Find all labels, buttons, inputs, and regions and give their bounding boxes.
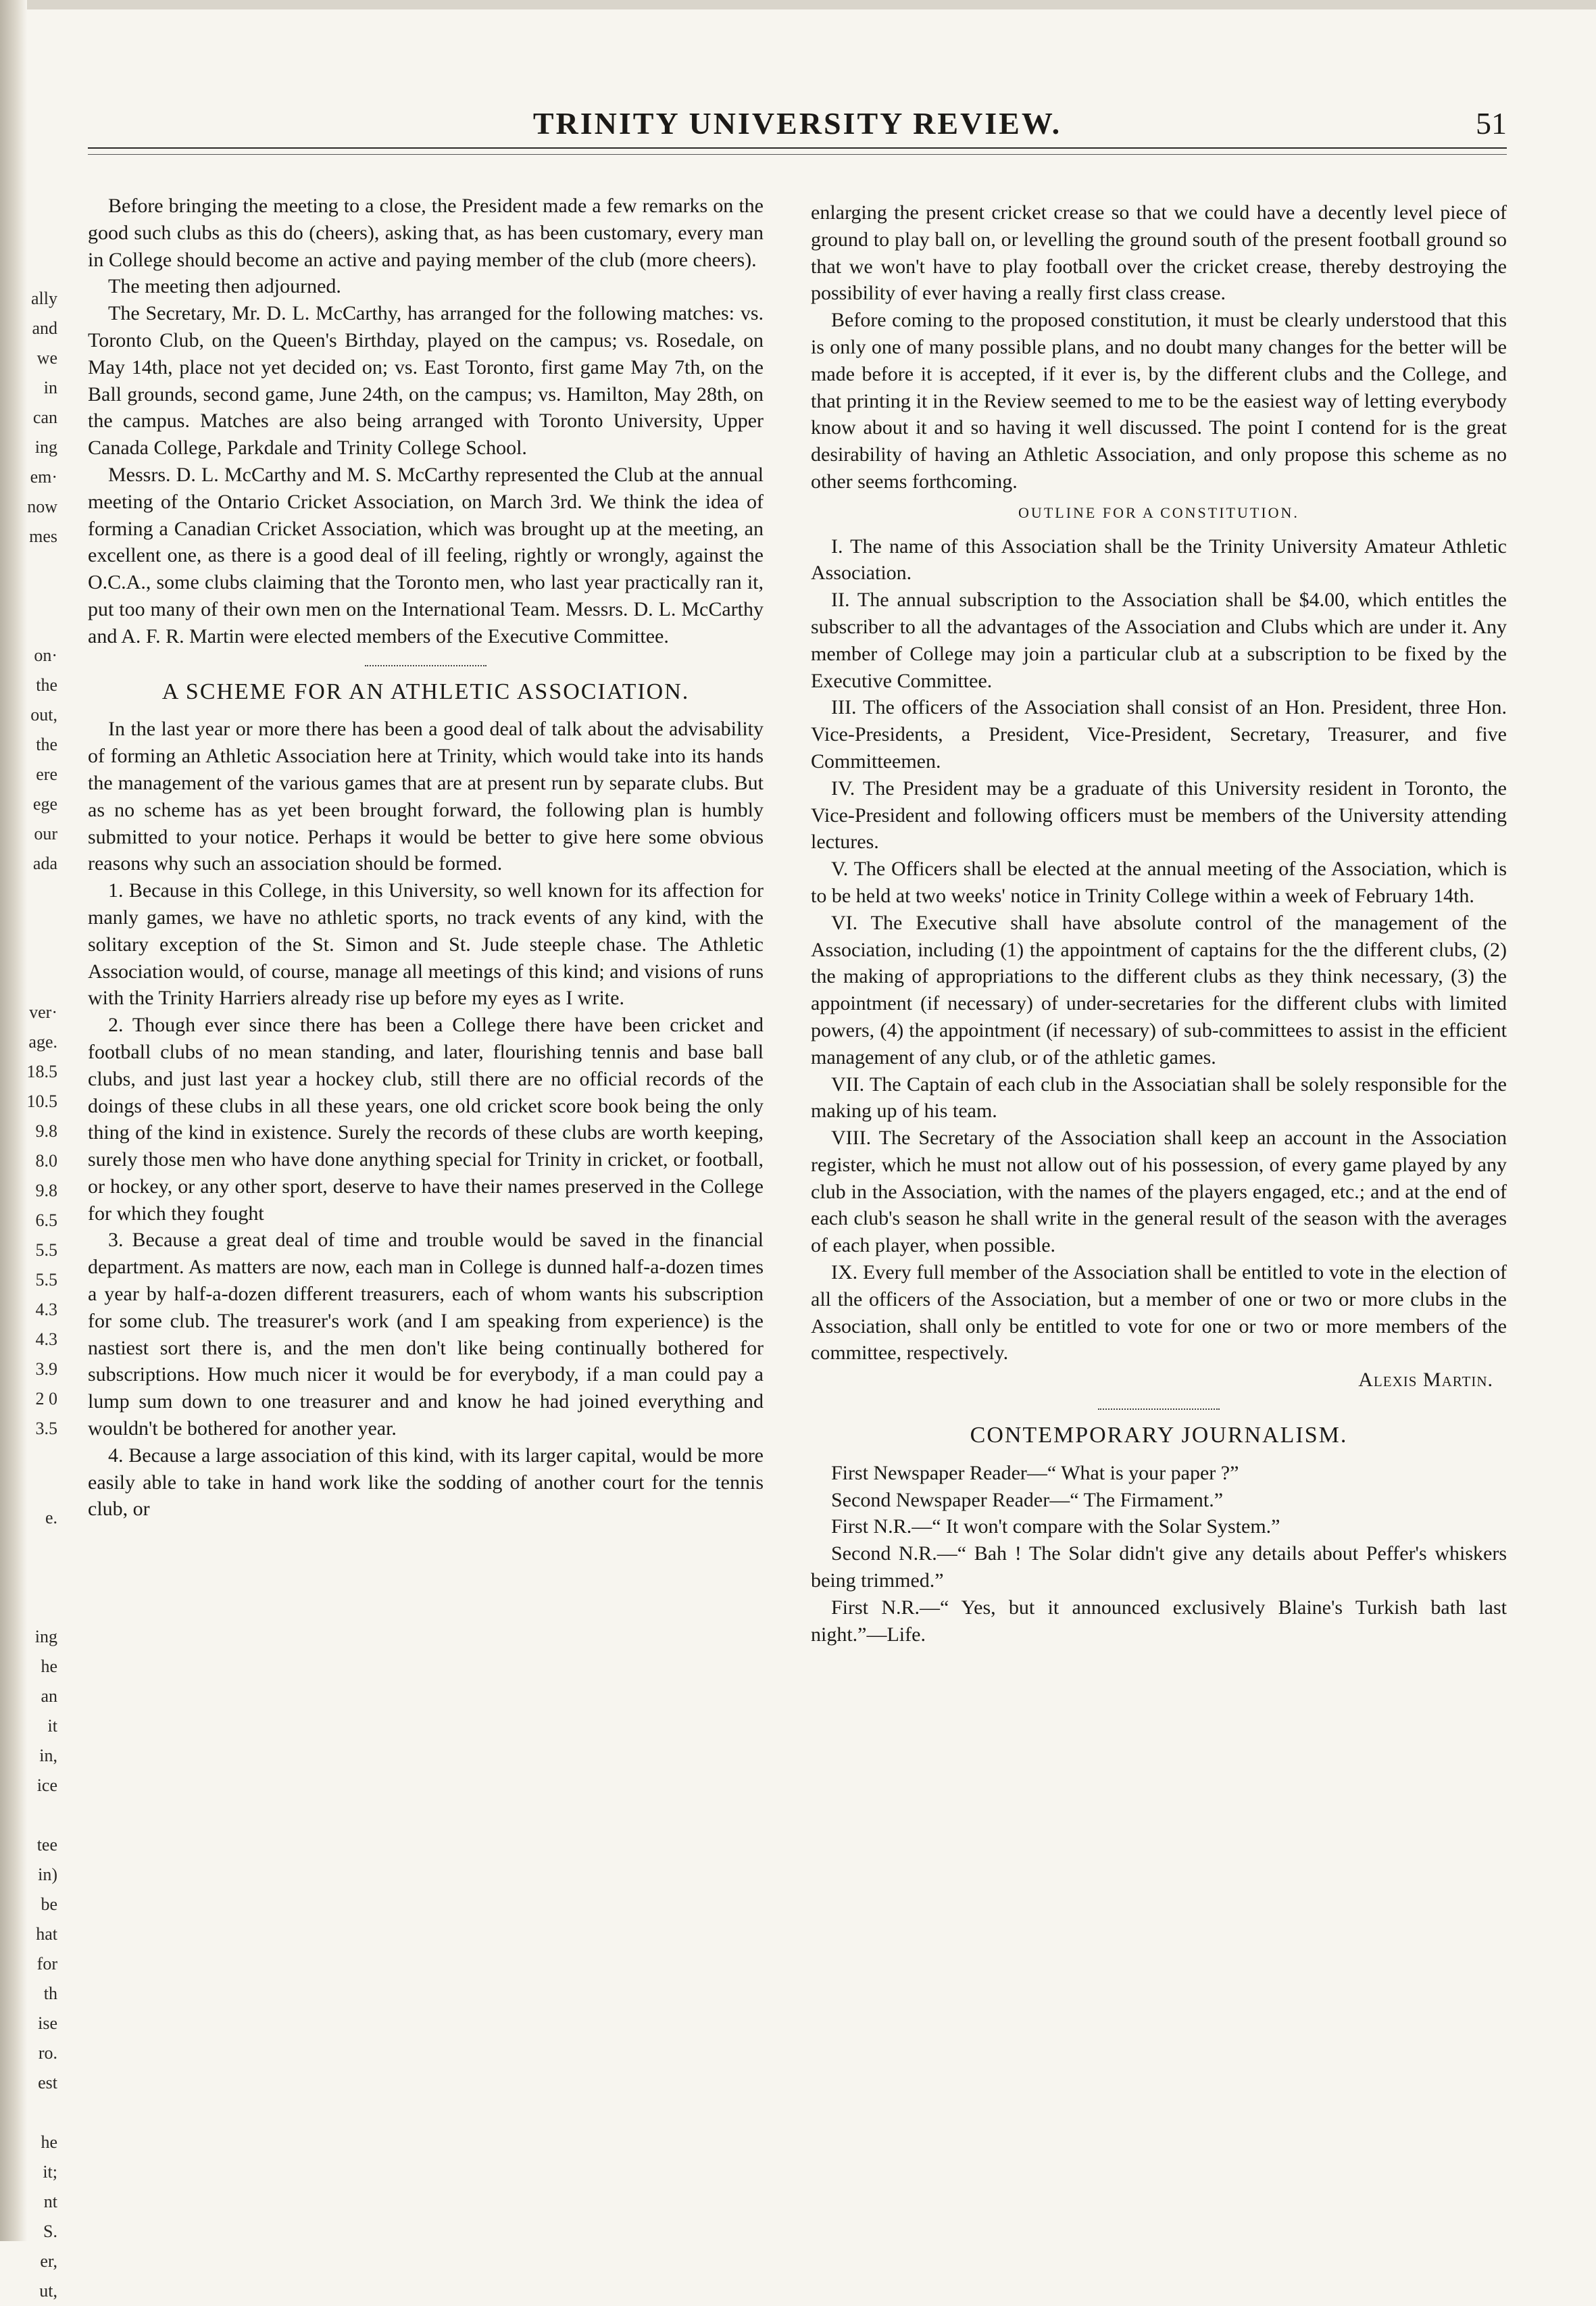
dialogue-line: First N.R.—“ It won't compare with the Solar System.” xyxy=(831,1515,1280,1538)
paragraph: 3. Because a great deal of time and trouble would be saved in the financial department. As matters are now, each man in College is dunned half-a-dozen times a year by half-a-dozen different treasurers, each of whom wants his subscription for some club. The treasurer's work (and I am speaking from experience) is the nastiest sort there is, and the men don't like being continually bothered for subscriptions. How much nicer it would be for everybody, if a man could pay a lump sum down to one treasurer and and know he had joined everything and wouldn't be bothered for another year. xyxy=(88,1229,764,1440)
header-rule xyxy=(88,147,1507,149)
paragraph: enlarging the present cricket crease so that we could have a decently level piece of ground to play ball on, or levelling the ground south of the present football ground so that we won't have to play football over the cricket crease, thereby destroying the possibility of ever having a really first class crease. xyxy=(811,201,1507,305)
edge-fragment: age. xyxy=(28,1032,57,1052)
edge-fragment: he xyxy=(41,1657,57,1676)
paragraph: 4. Because a large association of this kind, with its larger capital, would be more easily able to take in hand work like the sodding of another court for the tennis club, or xyxy=(88,1444,764,1521)
edge-fragment: mes xyxy=(29,526,57,546)
edge-fragment: nt xyxy=(43,2192,57,2211)
constitution-heading: OUTLINE FOR A CONSTITUTION. xyxy=(1018,504,1299,521)
edge-fragment: 9.8 xyxy=(35,1181,57,1200)
paragraph: The meeting then adjourned. xyxy=(108,275,341,298)
edge-fragment: 4.3 xyxy=(35,1329,57,1349)
edge-fragment: in xyxy=(43,378,57,397)
edge-fragment: can xyxy=(32,408,57,427)
constitution-article: III. The officers of the Association shall consist of an Hon. President, three Hon. Vice-Presidents, a President, Vice-President, Secretary, Treasurer, and five Committeemen. xyxy=(811,696,1507,772)
edge-fragment: in) xyxy=(38,1865,57,1884)
paragraph: Before coming to the proposed constitution, it must be clearly understood that this is only one of many possible plans, and no doubt many changes for the better will be made before it is accepted, if it ever is, by the different clubs and the College, and that printing it in the Review seemed to me to be the easiest way of letting everybody know about it and so having it well discussed. The point I contend for is the great desirability of having an Athletic Association, and only propose this scheme as no other seems forthcoming. xyxy=(811,309,1507,493)
edge-fragment xyxy=(0,968,57,998)
edge-fragment: ere xyxy=(36,764,57,784)
edge-fragment: ing xyxy=(34,437,57,457)
edge-fragment: est xyxy=(38,2073,57,2092)
edge-fragment xyxy=(0,611,57,641)
author-signature: Alexis Martin. xyxy=(1358,1369,1493,1392)
paragraph: 2. Though ever since there has been a College there have been cricket and football clubs of no mean standing, and later, flourishing tennis and base ball clubs, and just last year a hockey club, still there are no official records of the doings of these clubs in all these years, one old cricket score book being the only thing of the kind in existence. Surely the records of these clubs are worth keeping, surely those men who have done anything special for Trinity in cricket, or football, or hockey, or any other sport, deserve to have their names preserved in the College for which they fought xyxy=(88,1014,764,1225)
edge-fragment: ing xyxy=(34,1627,57,1646)
edge-fragment: S. xyxy=(43,2222,57,2241)
edge-fragment: out, xyxy=(30,705,57,725)
edge-fragment: now xyxy=(27,497,57,516)
constitution-article: I. The name of this Association shall be the Trinity University Amateur Athletic Association. xyxy=(811,535,1507,585)
edge-fragment: 5.5 xyxy=(35,1270,57,1290)
section-divider xyxy=(1098,1408,1220,1410)
edge-fragment: ice xyxy=(36,1775,57,1795)
constitution-article: VIII. The Secretary of the Association shall keep an account in the Association register, which he must not allow out of his possession, of every game played by any club in the Association, with the names of the players engaged, etc.; and at the end of each club's season he shall write in the general result of the season with the averages of each player, when possible. xyxy=(811,1127,1507,1257)
left-column xyxy=(88,193,764,1523)
paragraph: Messrs. D. L. McCarthy and M. S. McCarthy represented the Club at the annual meeting of the Ontario Cricket Association, on March 3rd. We think the idea of forming a Canadian Cricket Association, which was brought up at the meeting, an excellent one, as there is a good deal of ill feeling, rightly or wrongly, against the O.C.A., some clubs claiming that the Toronto men, who last year practically ran it, put too many of their own men on the International Team. Messrs. D. L. McCarthy and A. F. R. Martin were elected members of the Executive Committee. xyxy=(88,463,764,647)
article-heading: A SCHEME FOR AN ATHLETIC ASSOCIATION. xyxy=(161,679,690,704)
edge-fragment xyxy=(0,551,57,581)
edge-fragment: em· xyxy=(30,467,57,487)
constitution-article: IV. The President may be a graduate of this University resident in Toronto, the Vice-President and following officers must be members of the University attending lectures. xyxy=(811,777,1507,854)
page-title: TRINITY UNIVERSITY REVIEW. xyxy=(532,106,1062,141)
constitution-article: IX. Every full member of the Association shall be entitled to vote in the election of all the officers of the Association, but a member of one or two or more clubs in the Association, shall only be entitled to vote for one or two or more members of the committee, respectively. xyxy=(811,1261,1507,1365)
edge-fragment xyxy=(0,1473,57,1503)
edge-fragment: 5.5 xyxy=(35,1240,57,1260)
edge-fragment: the xyxy=(36,675,57,695)
edge-fragment xyxy=(0,1563,57,1592)
edge-fragment: ut, xyxy=(39,2281,57,2301)
edge-fragment: an xyxy=(41,1686,57,1706)
edge-fragment: ro. xyxy=(38,2043,57,2063)
edge-fragment: the xyxy=(36,735,57,754)
edge-fragment xyxy=(0,2098,57,2128)
header-rule-thin xyxy=(88,154,1507,155)
edge-fragment: er, xyxy=(40,2251,57,2271)
constitution-article: V. The Officers shall be elected at the annual meeting of the Association, which is to be held at two weeks' notice in Trinity College within a week of February 14th. xyxy=(811,858,1507,907)
dialogue-line: Second Newspaper Reader—“ The Firmament.” xyxy=(831,1488,1224,1511)
edge-fragment: 18.5 xyxy=(26,1062,57,1081)
edge-fragment xyxy=(0,908,57,938)
edge-fragment: ver· xyxy=(29,1002,57,1022)
edge-fragment: 9.8 xyxy=(35,1121,57,1141)
paragraph: Before bringing the meeting to a close, the President made a few remarks on the good such clubs as this do (cheers), asking that, as has been customary, every man in College should become an active and paying member of the club (more cheers). xyxy=(88,195,764,271)
dialogue-line: Second N.R.—“ Bah ! The Solar didn't give any details about Peffer's whiskers being trimmed.” xyxy=(811,1542,1507,1592)
edge-fragment xyxy=(0,1533,57,1563)
edge-fragment: 3.9 xyxy=(35,1359,57,1379)
paragraph: The Secretary, Mr. D. L. McCarthy, has arranged for the following matches: vs. Toronto Club, on the Queen's Birthday, played on the campus; vs. Rosedale, on May 14th, place not yet decided on; vs. East Toronto, first game May 7th, on the Ball grounds, second game, June 24th, on the campus; vs. Hamilton, May 28th, on the campus. Matches are also being arranged with Toronto University, Upper Canada College, Parkdale and Trinity College School. xyxy=(88,302,764,460)
edge-fragment: 6.5 xyxy=(35,1210,57,1230)
edge-fragment: ada xyxy=(32,854,57,873)
edge-fragment: ally xyxy=(31,289,57,308)
edge-fragment: th xyxy=(43,1984,57,2003)
edge-fragment xyxy=(0,1800,57,1830)
edge-fragment: it xyxy=(47,1716,57,1736)
edge-fragment: ege xyxy=(32,794,57,814)
edge-fragment: he xyxy=(41,2132,57,2152)
facing-page-edge-text xyxy=(0,284,57,2301)
edge-fragment: be xyxy=(41,1894,57,1914)
edge-fragment: and xyxy=(32,318,57,338)
edge-fragment: we xyxy=(36,348,57,368)
constitution-article: VII. The Captain of each club in the Associatian shall be solely responsible for the making up of his team. xyxy=(811,1073,1507,1123)
page-number: 51 xyxy=(1476,106,1507,141)
right-column xyxy=(811,199,1507,1648)
constitution-article: II. The annual subscription to the Association shall be $4.00, which entitles the subscriber to all the advantages of the Association and Clubs which are under it. Any member of College may join a particular club at a subscription to be fixed by the Executive Committee. xyxy=(811,589,1507,692)
section-divider xyxy=(365,665,487,666)
edge-fragment: 2 0 xyxy=(35,1389,57,1408)
edge-fragment: on· xyxy=(34,645,57,665)
edge-fragment: it; xyxy=(43,2162,57,2182)
dialogue-line: First N.R.—“ Yes, but it announced exclusively Blaine's Turkish bath last night.”—Life. xyxy=(811,1596,1507,1646)
edge-fragment: in, xyxy=(39,1746,57,1765)
edge-fragment: e. xyxy=(45,1508,57,1527)
edge-fragment: 10.5 xyxy=(26,1091,57,1111)
edge-fragment: 4.3 xyxy=(35,1300,57,1319)
edge-fragment xyxy=(0,581,57,611)
edge-fragment: 8.0 xyxy=(35,1151,57,1171)
edge-fragment xyxy=(0,879,57,908)
scan-top-edge xyxy=(0,0,1596,9)
edge-fragment: our xyxy=(34,824,57,843)
constitution-article: VI. The Executive shall have absolute control of the management of the Association, including (1) the appointment of captains for the the different clubs, (2) the making of appropriations to the different clubs as they think necessary, (3) the appointment (if necessary) of under-secretaries for the different clubs with limited powers, (4) the appointment (if necessary) of sub-committees to assist in the efficient management of any club, or of the athletic games. xyxy=(811,911,1507,1069)
edge-fragment: hat xyxy=(36,1924,57,1944)
edge-fragment xyxy=(0,1444,57,1473)
article-heading: CONTEMPORARY JOURNALISM. xyxy=(970,1423,1348,1448)
edge-fragment: 3.5 xyxy=(35,1419,57,1438)
dialogue-line: First Newspaper Reader—“ What is your paper ?” xyxy=(831,1461,1239,1484)
paragraph: 1. Because in this College, in this University, so well known for its affection for manly games, we have no athletic sports, no track events of any kind, with the solitary exception of the St. Simon and St. Jude steeple chase. The Athletic Association would, of course, manage all meetings of this kind; and visions of runs with the Trinity Harriers already rise up before my eyes as I write. xyxy=(88,879,764,1010)
edge-fragment: ise xyxy=(38,2013,57,2033)
edge-fragment xyxy=(0,1592,57,1622)
edge-fragment: for xyxy=(36,1954,57,1973)
paragraph: In the last year or more there has been a good deal of talk about the advisability of forming an Athletic Association here at Trinity, which would take into its hands the management of the various games that are at present run by separate clubs. But as no scheme has as yet been brought forward, the following plan is humbly submitted to your notice. Perhaps it would be better to give here some obvious reasons why such an association should be formed. xyxy=(88,718,764,875)
edge-fragment xyxy=(0,938,57,968)
edge-fragment: tee xyxy=(36,1835,57,1855)
